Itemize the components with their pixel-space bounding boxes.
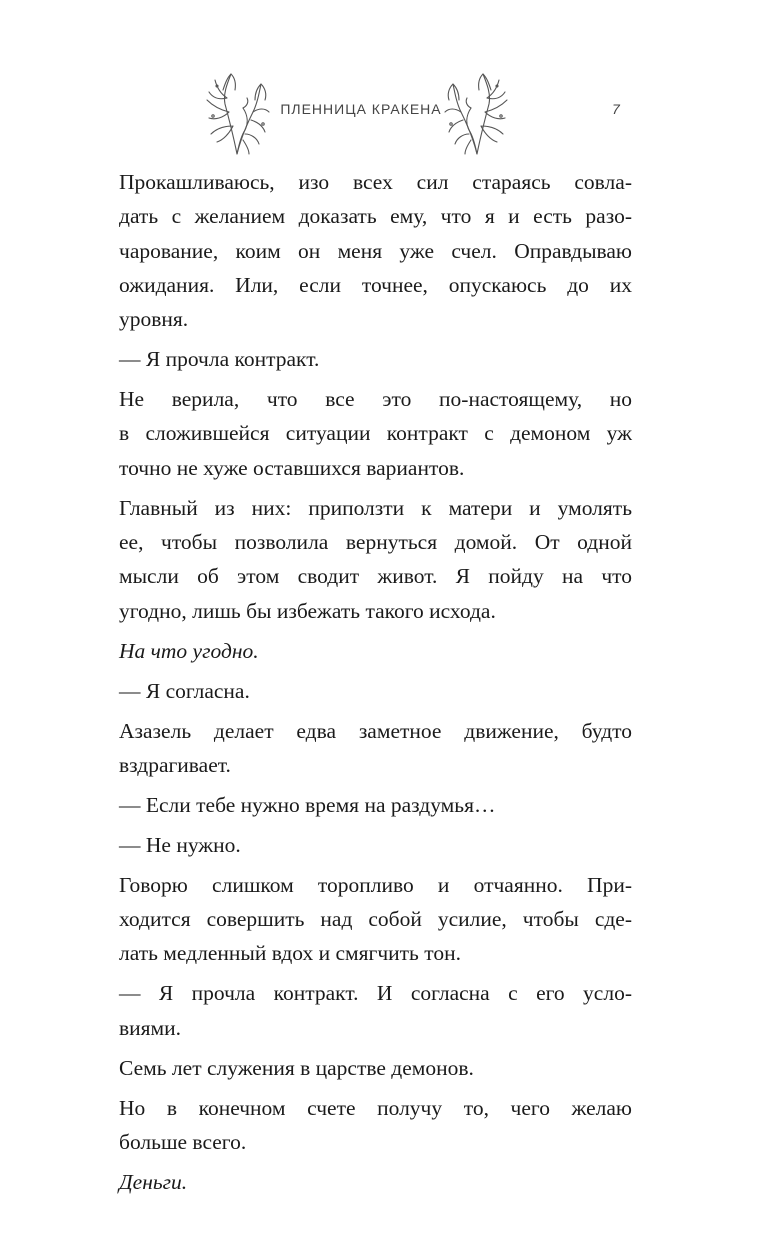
paragraph xyxy=(119,1051,632,1085)
page-number: 7 xyxy=(612,101,620,117)
text-line: Не верила, что все это по-настоящему, но xyxy=(119,387,632,412)
body-text xyxy=(119,165,632,1199)
text-line: Но в конечном счете получу то, чего желаю xyxy=(119,1095,632,1120)
text-line: чарование, коим он меня уже счел. Оправдываю xyxy=(119,238,632,263)
text-line: точно не хуже оставшихся вариантов. xyxy=(119,455,465,480)
text-line: ее, чтобы позволила вернуться домой. От одной xyxy=(119,530,632,555)
paragraph xyxy=(119,714,632,783)
paragraph xyxy=(119,674,632,708)
paragraph xyxy=(119,976,632,1045)
text-line: ходится совершить над собой усилие, чтобы сде- xyxy=(119,907,632,932)
paragraph xyxy=(119,491,632,628)
seaweed-ornament-icon xyxy=(203,64,271,156)
paragraph xyxy=(119,868,632,971)
paragraph xyxy=(119,788,632,822)
text-line: мысли об этом сводит живот. Я пойду на что xyxy=(119,564,632,589)
paragraph xyxy=(119,342,632,376)
page-header xyxy=(0,60,768,160)
text-line: угодно, лишь бы избежать такого исхода. xyxy=(119,598,496,623)
text-line: На что угодно. xyxy=(119,638,259,663)
text-line: Прокашливаюсь, изо всех сил стараясь совла- xyxy=(119,170,632,194)
text-line: Семь лет служения в царстве демонов. xyxy=(119,1055,474,1080)
paragraph xyxy=(119,1165,632,1199)
text-line: — Я согласна. xyxy=(119,678,250,703)
running-title: ПЛЕННИЦА КРАКЕНА xyxy=(280,101,442,117)
text-line: Главный из них: приползти к матери и умолять xyxy=(119,495,632,520)
text-line: Деньги. xyxy=(119,1169,188,1194)
text-line: лать медленный вдох и смягчить тон. xyxy=(119,941,461,966)
text-line: — Не нужно. xyxy=(119,832,241,857)
paragraph xyxy=(119,382,632,485)
seaweed-ornament-icon xyxy=(443,64,511,156)
text-line: — Я прочла контракт. И согласна с его усло- xyxy=(119,981,632,1006)
text-line: — Я прочла контракт. xyxy=(119,347,320,372)
text-line: Говорю слишком торопливо и отчаянно. При- xyxy=(119,872,632,897)
text-line: виями. xyxy=(119,1015,182,1040)
paragraph xyxy=(119,634,632,668)
text-line: больше всего. xyxy=(119,1129,247,1154)
text-line: вздрагивает. xyxy=(119,752,231,777)
paragraph xyxy=(119,1091,632,1160)
text-line: Азазель делает едва заметное движение, будто xyxy=(119,718,632,743)
text-line: — Если тебе нужно время на раздумья… xyxy=(119,792,496,817)
paragraph xyxy=(119,828,632,862)
text-line: в сложившейся ситуации контракт с демоном уж xyxy=(119,421,632,446)
paragraph xyxy=(119,165,632,336)
text-line: уровня. xyxy=(119,307,189,332)
text-line: ожидания. Или, если точнее, опускаюсь до их xyxy=(119,272,632,297)
text-line: дать с желанием доказать ему, что я и есть разо- xyxy=(119,204,632,229)
